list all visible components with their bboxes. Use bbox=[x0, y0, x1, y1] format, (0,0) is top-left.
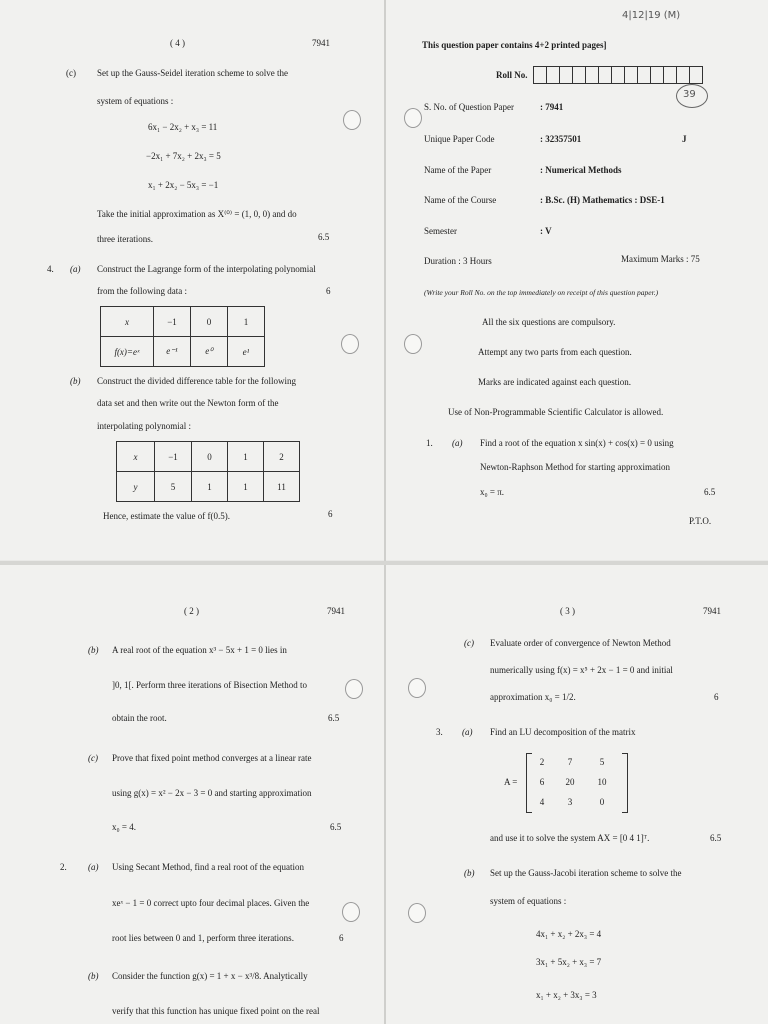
question-text: approximation x₀ = 1/2. bbox=[490, 692, 576, 702]
punch-hole bbox=[404, 108, 422, 128]
question-text: data set and then write out the Newton form of the bbox=[97, 398, 279, 408]
question-text: using g(x) = x² − 2x − 3 = 0 and starting approximation bbox=[112, 788, 312, 798]
instruction: (Write your Roll No. on the top immediately on receipt of this question paper.) bbox=[424, 288, 659, 297]
marks: 6.5 bbox=[328, 713, 340, 723]
field-label: Semester bbox=[424, 226, 457, 236]
paper-code: 7941 bbox=[312, 38, 330, 48]
question-text: Set up the Gauss-Seidel iteration scheme to solve the bbox=[97, 68, 288, 78]
table-cell: 5 bbox=[155, 472, 192, 502]
maximum-marks: Maximum Marks : 75 bbox=[621, 254, 700, 264]
question-text: Construct the divided difference table for the following bbox=[97, 376, 297, 386]
instruction: All the six questions are compulsory. bbox=[482, 317, 616, 327]
table-cell: 0 bbox=[192, 442, 228, 472]
matrix-cell: 20 bbox=[565, 777, 575, 787]
roll-number-label: Roll No. bbox=[496, 70, 528, 80]
punch-hole bbox=[341, 334, 359, 354]
field-value: : 7941 bbox=[540, 102, 564, 112]
question-text: xeˣ − 1 = 0 correct upto four decimal places. Given the bbox=[112, 898, 310, 908]
handwritten-number: 39 bbox=[683, 89, 696, 100]
punch-hole bbox=[408, 678, 426, 698]
table-cell: −1 bbox=[154, 307, 191, 337]
equation: 3x₁ + 5x₂ + x₃ = 7 bbox=[536, 957, 602, 967]
field-value: : V bbox=[540, 226, 552, 236]
paper-code: 7941 bbox=[703, 606, 721, 616]
punch-hole bbox=[345, 679, 363, 699]
question-text: Construct the Lagrange form of the interpolating polynomial bbox=[97, 264, 316, 274]
question-text: Hence, estimate the value of f(0.5). bbox=[103, 511, 230, 521]
matrix-cell: 4 bbox=[539, 797, 545, 807]
duration: Duration : 3 Hours bbox=[424, 256, 492, 266]
question-text: Find an LU decomposition of the matrix bbox=[490, 727, 636, 737]
question-text: Consider the function g(x) = 1 + x − x³/8. Analytically bbox=[112, 971, 308, 981]
matrix-cell: 2 bbox=[539, 757, 545, 767]
question-text: Set up the Gauss-Jacobi iteration scheme to solve the bbox=[490, 868, 682, 878]
question-text: ]0, 1[. Perform three iterations of Bisection Method to bbox=[112, 680, 307, 690]
table-cell: x bbox=[117, 442, 155, 472]
question-text: Find a root of the equation x sin(x) + cos(x) = 0 using bbox=[480, 438, 674, 448]
question-text: Using Secant Method, find a real root of the equation bbox=[112, 862, 304, 872]
instruction: Marks are indicated against each question. bbox=[478, 377, 631, 387]
equation: 6x₁ − 2x₂ + x₃ = 11 bbox=[148, 122, 218, 132]
matrix-cell: 5 bbox=[599, 757, 605, 767]
page-count-header: This question paper contains 4+2 printed pages] bbox=[422, 40, 607, 50]
question-text: system of equations : bbox=[490, 896, 567, 906]
instruction: Use of Non-Programmable Scientific Calculator is allowed. bbox=[448, 407, 664, 417]
field-value: : Numerical Methods bbox=[540, 165, 622, 175]
matrix-label: A = bbox=[504, 777, 518, 787]
marks: 6 bbox=[714, 692, 719, 702]
question-text: obtain the root. bbox=[112, 713, 167, 723]
page-number: ( 3 ) bbox=[560, 606, 575, 616]
marks: 6.5 bbox=[318, 232, 330, 242]
page-4 bbox=[0, 0, 384, 560]
matrix-cell: 6 bbox=[539, 777, 545, 787]
field-label: S. No. of Question Paper bbox=[424, 102, 514, 112]
question-text: x₀ = π. bbox=[480, 487, 505, 497]
punch-hole bbox=[408, 903, 426, 923]
paper-code: 7941 bbox=[327, 606, 345, 616]
punch-hole bbox=[342, 902, 360, 922]
table-cell: 2 bbox=[264, 442, 300, 472]
equation: −2x₁ + 7x₂ + 2x₃ = 5 bbox=[146, 151, 221, 161]
question-text: verify that this function has unique fixed point on the real bbox=[112, 1006, 320, 1016]
question-text: Evaluate order of convergence of Newton Method bbox=[490, 638, 671, 648]
part-label: (a) bbox=[452, 438, 463, 448]
marks: 6.5 bbox=[330, 822, 342, 832]
part-label: (c) bbox=[66, 68, 76, 78]
table-cell: e¹ bbox=[228, 337, 265, 367]
matrix-cell: 10 bbox=[597, 777, 607, 787]
field-label: Name of the Course bbox=[424, 195, 497, 205]
question-text: from the following data : bbox=[97, 286, 187, 296]
marks: 6.5 bbox=[710, 833, 722, 843]
question-text: numerically using f(x) = x⁵ + 2x − 1 = 0 and initial bbox=[490, 665, 673, 675]
part-label: (b) bbox=[88, 645, 99, 655]
part-label: (b) bbox=[70, 376, 81, 386]
part-label: (a) bbox=[462, 727, 473, 737]
page-3 bbox=[386, 565, 768, 1024]
equation: 4x₁ + x₂ + 2x₃ = 4 bbox=[536, 929, 602, 939]
question-text: system of equations : bbox=[97, 96, 174, 106]
matrix-cell: 7 bbox=[567, 757, 573, 767]
field-label: Name of the Paper bbox=[424, 165, 492, 175]
page-1 bbox=[386, 0, 768, 560]
table-cell: 0 bbox=[191, 307, 228, 337]
part-label: (b) bbox=[88, 971, 99, 981]
table-cell: e⁰ bbox=[191, 337, 228, 367]
table-cell: x bbox=[101, 307, 154, 337]
question-text: x₀ = 4. bbox=[112, 822, 136, 832]
question-text: Prove that fixed point method converges at a linear rate bbox=[112, 753, 312, 763]
roll-number-boxes bbox=[533, 66, 703, 84]
question-number: 1. bbox=[426, 438, 433, 448]
equation: x₁ + x₂ + 3x₃ = 3 bbox=[536, 990, 597, 1000]
page-number: ( 4 ) bbox=[170, 38, 185, 48]
table-cell: 11 bbox=[264, 472, 300, 502]
field-value: : 32357501 bbox=[540, 134, 582, 144]
equation: x₁ + 2x₂ − 5x₃ = −1 bbox=[148, 180, 219, 190]
data-table-1 bbox=[100, 306, 265, 367]
punch-hole bbox=[343, 110, 361, 130]
question-text: and use it to solve the system AX = [0 4 1]ᵀ. bbox=[490, 833, 650, 843]
page-2 bbox=[0, 565, 384, 1024]
question-number: 2. bbox=[60, 862, 67, 872]
question-number: 4. bbox=[47, 264, 54, 274]
page-turn-note: P.T.O. bbox=[689, 516, 712, 526]
part-label: (c) bbox=[464, 638, 474, 648]
question-number: 3. bbox=[436, 727, 443, 737]
marks: 6.5 bbox=[704, 487, 716, 497]
question-text: root lies between 0 and 1, perform three iterations. bbox=[112, 933, 294, 943]
table-cell: e⁻¹ bbox=[154, 337, 191, 367]
field-label: Unique Paper Code bbox=[424, 134, 495, 144]
page-number: ( 2 ) bbox=[184, 606, 199, 616]
part-label: (a) bbox=[88, 862, 99, 872]
marks: 6 bbox=[339, 933, 344, 943]
table-cell: 1 bbox=[228, 307, 265, 337]
matrix-bracket bbox=[622, 753, 628, 813]
handwritten-date: 4|12|19 (M) bbox=[622, 10, 681, 21]
part-label: (c) bbox=[88, 753, 98, 763]
part-label: (b) bbox=[464, 868, 475, 878]
instruction: Attempt any two parts from each question. bbox=[478, 347, 632, 357]
table-cell: −1 bbox=[155, 442, 192, 472]
table-cell: 1 bbox=[228, 442, 264, 472]
table-cell: y bbox=[117, 472, 155, 502]
marks: 6 bbox=[326, 286, 331, 296]
table-cell: 1 bbox=[192, 472, 228, 502]
marks: 6 bbox=[328, 509, 333, 519]
table-cell: f(x)=eˣ bbox=[101, 337, 154, 367]
question-text: A real root of the equation x³ − 5x + 1 = 0 lies in bbox=[112, 645, 287, 655]
field-suffix: J bbox=[682, 134, 687, 144]
matrix-cell: 0 bbox=[599, 797, 605, 807]
table-cell: 1 bbox=[228, 472, 264, 502]
data-table-2 bbox=[116, 441, 300, 502]
field-value: : B.Sc. (H) Mathematics : DSE-1 bbox=[540, 195, 665, 205]
question-text: Newton-Raphson Method for starting approximation bbox=[480, 462, 670, 472]
question-text: three iterations. bbox=[97, 234, 153, 244]
question-text: Take the initial approximation as X⁽⁰⁾ = (1, 0, 0) and do bbox=[97, 209, 297, 219]
matrix-cell: 3 bbox=[567, 797, 573, 807]
punch-hole bbox=[404, 334, 422, 354]
question-text: interpolating polynomial : bbox=[97, 421, 191, 431]
part-label: (a) bbox=[70, 264, 81, 274]
